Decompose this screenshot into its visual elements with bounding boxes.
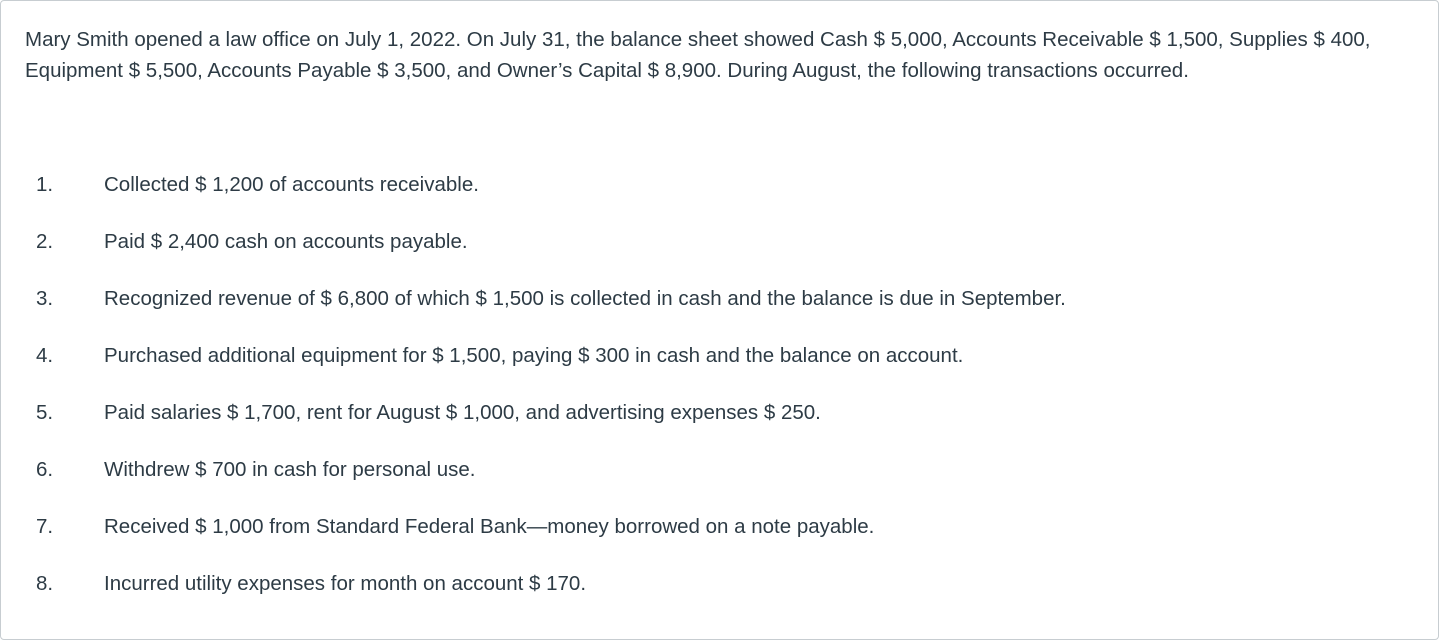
item-number: 3.	[36, 287, 54, 310]
item-number: 6.	[36, 458, 54, 481]
item-number: 5.	[36, 401, 54, 424]
list-item	[1, 169, 1401, 226]
list-item	[1, 454, 1401, 511]
list-item	[1, 226, 1401, 283]
transaction-list	[1, 169, 1401, 625]
item-text: Purchased additional equipment for $ 1,500, paying $ 300 in cash and the balance on account.	[104, 344, 964, 367]
list-item	[1, 568, 1401, 625]
item-number: 8.	[36, 572, 54, 595]
item-text: Received $ 1,000 from Standard Federal Bank—money borrowed on a note payable.	[104, 515, 875, 538]
list-item	[1, 340, 1401, 397]
list-item	[1, 283, 1401, 340]
item-text: Withdrew $ 700 in cash for personal use.	[104, 458, 476, 481]
item-text: Recognized revenue of $ 6,800 of which $ 1,500 is collected in cash and the balance is due in September.	[104, 287, 1066, 310]
list-item	[1, 511, 1401, 568]
item-text: Paid salaries $ 1,700, rent for August $ 1,000, and advertising expenses $ 250.	[104, 401, 821, 424]
item-text: Incurred utility expenses for month on account $ 170.	[104, 572, 587, 595]
problem-intro: Mary Smith opened a law office on July 1, 2022. On July 31, the balance sheet showed Cash $ 5,000, Accounts Receivable $ 1,500, Supplies $ 400, Equipment $ 5,500, Accounts Payable $ 3,500, and Owner’s Capital $ 8,900. During August, the following transactions occurred.	[25, 28, 1371, 82]
item-number: 2.	[36, 230, 54, 253]
item-number: 7.	[36, 515, 54, 538]
item-number: 4.	[36, 344, 54, 367]
item-number: 1.	[36, 173, 54, 196]
item-text: Paid $ 2,400 cash on accounts payable.	[104, 230, 468, 253]
item-text: Collected $ 1,200 of accounts receivable.	[104, 173, 479, 196]
list-item	[1, 397, 1401, 454]
